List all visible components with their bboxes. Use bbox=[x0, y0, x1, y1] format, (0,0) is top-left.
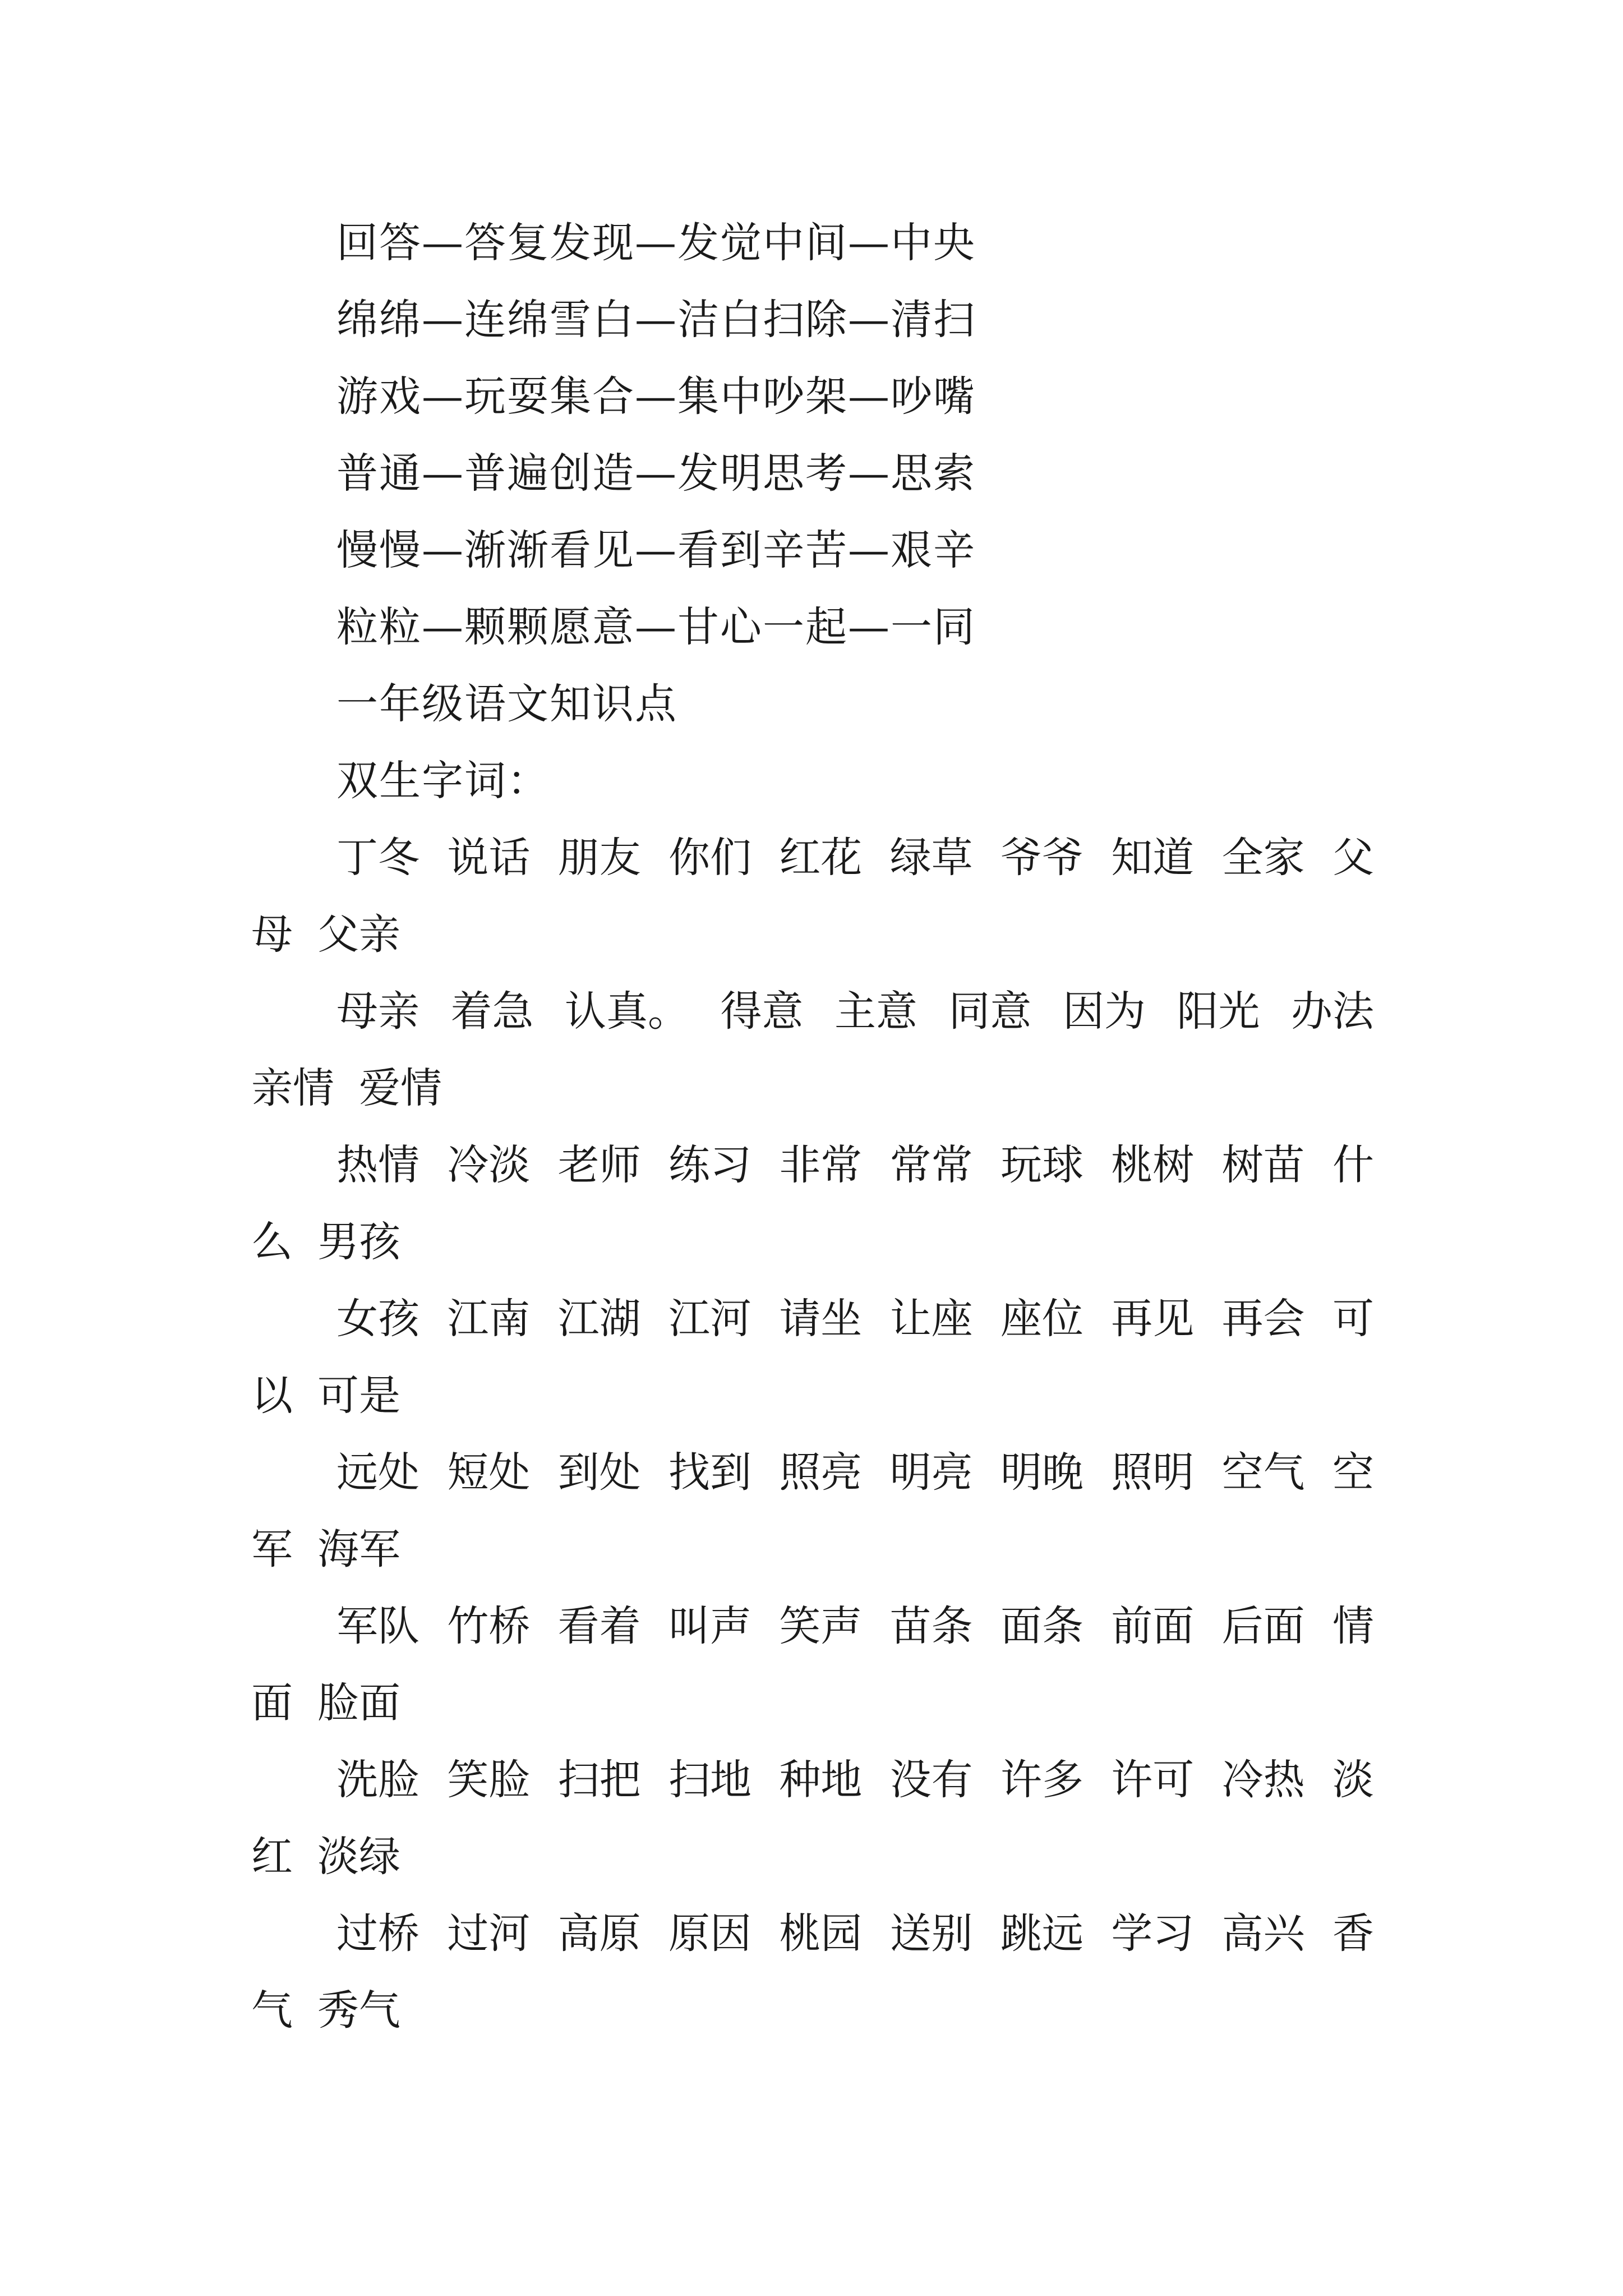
word: 母亲 bbox=[336, 987, 419, 1036]
synonym-line-4: 普通—普遍创造—发明思考—思索 bbox=[336, 449, 976, 498]
word: 什 bbox=[1332, 1141, 1374, 1189]
word: 空 bbox=[1332, 1448, 1374, 1497]
word-row-continuation bbox=[251, 1524, 400, 1575]
word: 老师 bbox=[557, 1141, 641, 1189]
synonym-line-3: 游戏—玩耍集合—集中吵架—吵嘴 bbox=[336, 372, 976, 421]
word: 热情 bbox=[336, 1141, 419, 1189]
word: 军队 bbox=[336, 1602, 419, 1650]
word: 明晚 bbox=[1000, 1448, 1083, 1497]
word: 冷热 bbox=[1221, 1756, 1305, 1804]
word: 么 bbox=[251, 1218, 293, 1266]
synonym-line-6: 粒粒—颗颗愿意—甘心一起—一同 bbox=[336, 603, 976, 651]
word: 叫声 bbox=[668, 1602, 751, 1650]
word: 江南 bbox=[447, 1295, 531, 1343]
synonym-line-2: 绵绵—连绵雪白—洁白扫除—清扫 bbox=[336, 296, 976, 344]
word: 江湖 bbox=[557, 1295, 641, 1343]
word: 朋友 bbox=[557, 834, 641, 882]
word: 面 bbox=[251, 1679, 293, 1727]
word: 江河 bbox=[668, 1295, 751, 1343]
word: 过河 bbox=[447, 1910, 531, 1958]
word-row-continuation bbox=[251, 1370, 400, 1421]
word: 桃园 bbox=[779, 1910, 863, 1958]
word: 玩球 bbox=[1000, 1141, 1083, 1189]
word: 阳光 bbox=[1177, 987, 1260, 1036]
word: 让座 bbox=[889, 1295, 973, 1343]
word: 空气 bbox=[1221, 1448, 1305, 1497]
word: 原因 bbox=[668, 1910, 751, 1958]
word: 绿草 bbox=[889, 834, 973, 882]
word: 因为 bbox=[1063, 987, 1146, 1036]
word: 全家 bbox=[1221, 834, 1305, 882]
word: 洗脸 bbox=[336, 1756, 419, 1804]
word: 红花 bbox=[779, 834, 863, 882]
word: 可 bbox=[1332, 1295, 1374, 1343]
word: 树苗 bbox=[1221, 1141, 1305, 1189]
word: 母 bbox=[251, 910, 293, 959]
word: 同意 bbox=[948, 987, 1032, 1036]
word: 淡绿 bbox=[317, 1833, 400, 1881]
word-row bbox=[336, 1294, 1374, 1344]
word-row-continuation bbox=[251, 1217, 400, 1267]
word-row bbox=[336, 1908, 1374, 1959]
word: 到处 bbox=[557, 1448, 641, 1497]
word-row-continuation bbox=[251, 1832, 400, 1882]
synonym-line-5: 慢慢—渐渐看见—看到辛苦—艰辛 bbox=[336, 526, 976, 574]
word: 短处 bbox=[447, 1448, 531, 1497]
word: 气 bbox=[251, 1986, 293, 2035]
word: 丁冬 bbox=[336, 834, 419, 882]
word-row bbox=[336, 1140, 1374, 1190]
word-row bbox=[336, 1601, 1374, 1651]
word: 桃树 bbox=[1111, 1141, 1195, 1189]
word: 冷淡 bbox=[447, 1141, 531, 1189]
word-row-continuation bbox=[251, 1985, 400, 2036]
word: 办法 bbox=[1291, 987, 1374, 1036]
word: 得意 bbox=[720, 987, 804, 1036]
word-row-continuation bbox=[251, 909, 400, 960]
word: 说话 bbox=[447, 834, 531, 882]
word: 可是 bbox=[317, 1372, 400, 1420]
word: 请坐 bbox=[779, 1295, 863, 1343]
word: 情 bbox=[1332, 1602, 1374, 1650]
synonym-line-1: 回答—答复发现—发觉中间—中央 bbox=[336, 219, 976, 267]
word-row-continuation bbox=[251, 1063, 442, 1114]
word: 以 bbox=[251, 1372, 293, 1420]
word: 过桥 bbox=[336, 1910, 419, 1958]
word: 认真。 bbox=[565, 987, 689, 1036]
section-heading: 一年级语文知识点 bbox=[336, 680, 677, 728]
word-row bbox=[336, 832, 1374, 883]
word: 父 bbox=[1332, 834, 1374, 882]
word: 再会 bbox=[1221, 1295, 1305, 1343]
word: 红 bbox=[251, 1833, 293, 1881]
word: 海军 bbox=[317, 1525, 400, 1573]
word: 笑脸 bbox=[447, 1756, 531, 1804]
word: 许可 bbox=[1111, 1756, 1195, 1804]
word: 竹桥 bbox=[447, 1602, 531, 1650]
word: 常常 bbox=[889, 1141, 973, 1189]
word-row bbox=[336, 1447, 1374, 1498]
word: 女孩 bbox=[336, 1295, 419, 1343]
word: 着急 bbox=[450, 987, 534, 1036]
word: 没有 bbox=[889, 1756, 973, 1804]
word: 苗条 bbox=[889, 1602, 973, 1650]
word: 扫地 bbox=[668, 1756, 751, 1804]
word: 明亮 bbox=[889, 1448, 973, 1497]
word: 扫把 bbox=[557, 1756, 641, 1804]
word: 你们 bbox=[668, 834, 751, 882]
word: 面条 bbox=[1000, 1602, 1083, 1650]
word: 练习 bbox=[668, 1141, 751, 1189]
word: 跳远 bbox=[1000, 1910, 1083, 1958]
word-row bbox=[336, 986, 1374, 1037]
word: 知道 bbox=[1111, 834, 1195, 882]
word: 种地 bbox=[779, 1756, 863, 1804]
word: 找到 bbox=[668, 1448, 751, 1497]
word: 后面 bbox=[1221, 1602, 1305, 1650]
word: 爱情 bbox=[359, 1064, 442, 1112]
word: 远处 bbox=[336, 1448, 419, 1497]
word: 看着 bbox=[557, 1602, 641, 1650]
word: 军 bbox=[251, 1525, 293, 1573]
word: 淡 bbox=[1332, 1756, 1374, 1804]
word: 亲情 bbox=[251, 1064, 334, 1112]
word: 父亲 bbox=[317, 910, 400, 959]
word: 前面 bbox=[1111, 1602, 1195, 1650]
word: 送别 bbox=[889, 1910, 973, 1958]
word: 座位 bbox=[1000, 1295, 1083, 1343]
word: 照明 bbox=[1111, 1448, 1195, 1497]
word: 主意 bbox=[834, 987, 917, 1036]
word: 学习 bbox=[1111, 1910, 1195, 1958]
word: 香 bbox=[1332, 1910, 1374, 1958]
word-row bbox=[336, 1755, 1374, 1805]
word: 高原 bbox=[557, 1910, 641, 1958]
word: 许多 bbox=[1000, 1756, 1083, 1804]
section-subheading: 双生字词： bbox=[336, 757, 550, 805]
word: 高兴 bbox=[1221, 1910, 1305, 1958]
word-row-continuation bbox=[251, 1678, 400, 1728]
word: 再见 bbox=[1111, 1295, 1195, 1343]
word: 照亮 bbox=[779, 1448, 863, 1497]
word: 非常 bbox=[779, 1141, 863, 1189]
word: 男孩 bbox=[317, 1218, 400, 1266]
word: 脸面 bbox=[317, 1679, 400, 1727]
word: 爷爷 bbox=[1000, 834, 1083, 882]
word: 秀气 bbox=[317, 1986, 400, 2035]
word: 笑声 bbox=[779, 1602, 863, 1650]
